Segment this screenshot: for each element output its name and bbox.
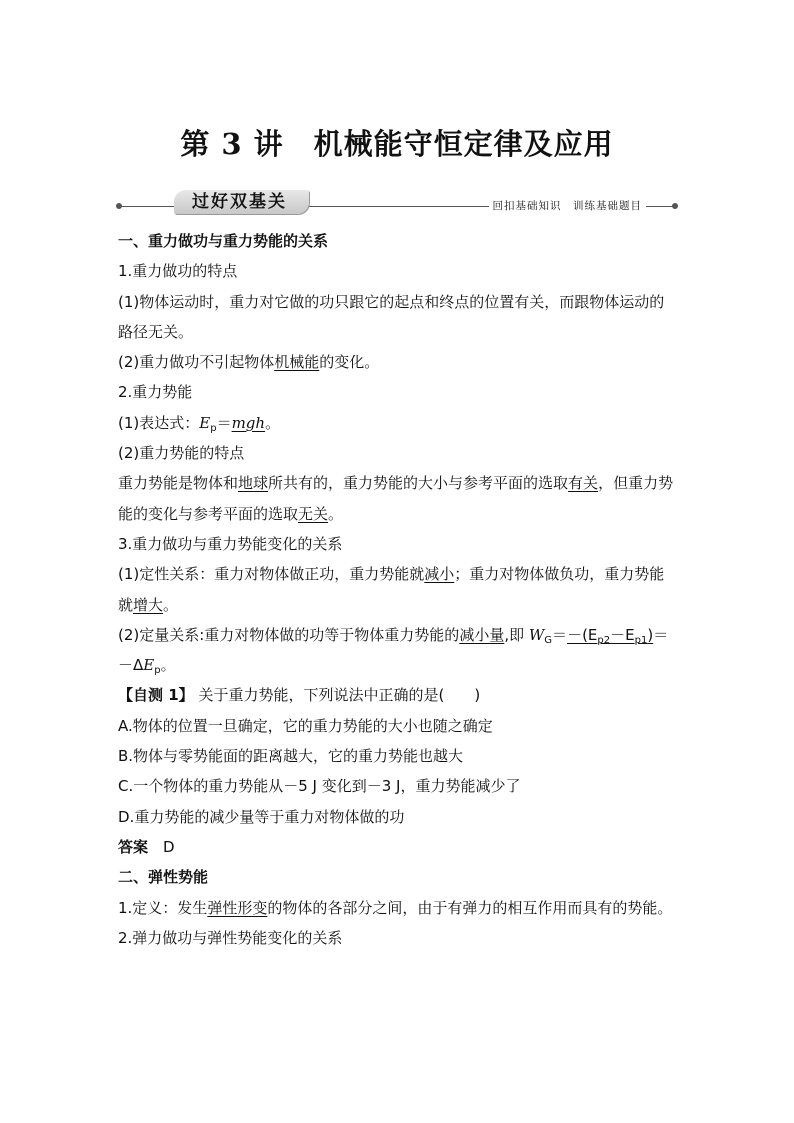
section-banner — [118, 190, 676, 216]
section1-heading: 一、重力做功与重力势能的关系 — [118, 232, 329, 250]
quiz-option-c: C.一个物体的重力势能从－5 J 变化到－3 J，重力势能减少了 — [118, 777, 521, 796]
banner-tab: 过好双基关 — [174, 190, 309, 214]
elastic-relation-title: 2.弹力做功与弹性势能变化的关系 — [118, 928, 343, 947]
quiz-label: 【自测 1】 — [118, 686, 194, 705]
qualitative-relation: (1)定性关系：重力对物体做正功，重力势能就减小；重力对物体做负功，重力势能就增大。 — [118, 565, 665, 614]
blank-answer-formula: $-(E_{p2}-E_{p1})$ — [567, 625, 654, 646]
quiz-option-a: A.物体的位置一旦确定，它的重力势能的大小也随之确定 — [118, 716, 493, 735]
blank-answer: 增大 — [133, 595, 164, 614]
banner-dot-left — [116, 203, 122, 209]
blank-answer: 减小量 — [459, 625, 505, 644]
potential-energy-features: 重力势能是物体和地球所共有的，重力势能的大小与参考平面的选取有关，但重力势能的变化与参考平面的选取无关。 — [118, 474, 674, 523]
quiz-option-d: D.重力势能的减少量等于重力对物体做的功 — [118, 807, 405, 826]
gravity-work-point-2: (2)重力做功不引起物体机械能的变化。 — [118, 353, 380, 372]
quiz-question: 【自测 1】 关于重力势能，下列说法中正确的是( ) — [118, 686, 481, 705]
quiz-option-b: B.物体与零势能面的距离越大，它的重力势能也越大 — [118, 747, 464, 766]
blank-answer: 无关 — [298, 504, 329, 523]
potential-energy-title: 2.重力势能 — [118, 383, 193, 402]
page-title: 第 3 讲 机械能守恒定律及应用 — [180, 127, 614, 161]
gravity-work-title: 1.重力做功的特点 — [118, 262, 238, 281]
blank-answer: 机械能 — [274, 353, 320, 372]
potential-energy-features-title: (2)重力势能的特点 — [118, 444, 245, 463]
blank-answer: 地球 — [238, 474, 269, 493]
elastic-definition: 1.定义：发生弹性形变的物体的各部分之间，由于有弹力的相互作用而具有的势能。 — [118, 898, 673, 917]
quiz-answer: 答案 D — [118, 837, 175, 856]
quantitative-relation: (2)定量关系:重力对物体做的功等于物体重力势能的减小量,即 $W_G=-(E_{p2}-E_{p1})=-\Delta E_p$。 — [118, 625, 669, 677]
document-body — [118, 226, 678, 953]
blank-answer: mgh — [231, 413, 266, 432]
potential-energy-formula: (1)表达式：$E_p=mgh$。 — [118, 413, 281, 434]
blank-answer: 弹性形变 — [207, 898, 268, 917]
blank-answer: 有关 — [568, 474, 599, 493]
gravity-work-point-1: (1)物体运动时，重力对它做的功只跟它的起点和终点的位置有关，而跟物体运动的路径无关。 — [118, 292, 665, 341]
section2-heading: 二、弹性势能 — [118, 868, 209, 887]
banner-subtitle: 回扣基础知识 训练基础题目 — [489, 198, 647, 214]
banner-dot-right — [672, 203, 678, 209]
blank-answer: 减小 — [424, 565, 455, 584]
relation-title: 3.重力做功与重力势能变化的关系 — [118, 534, 343, 553]
